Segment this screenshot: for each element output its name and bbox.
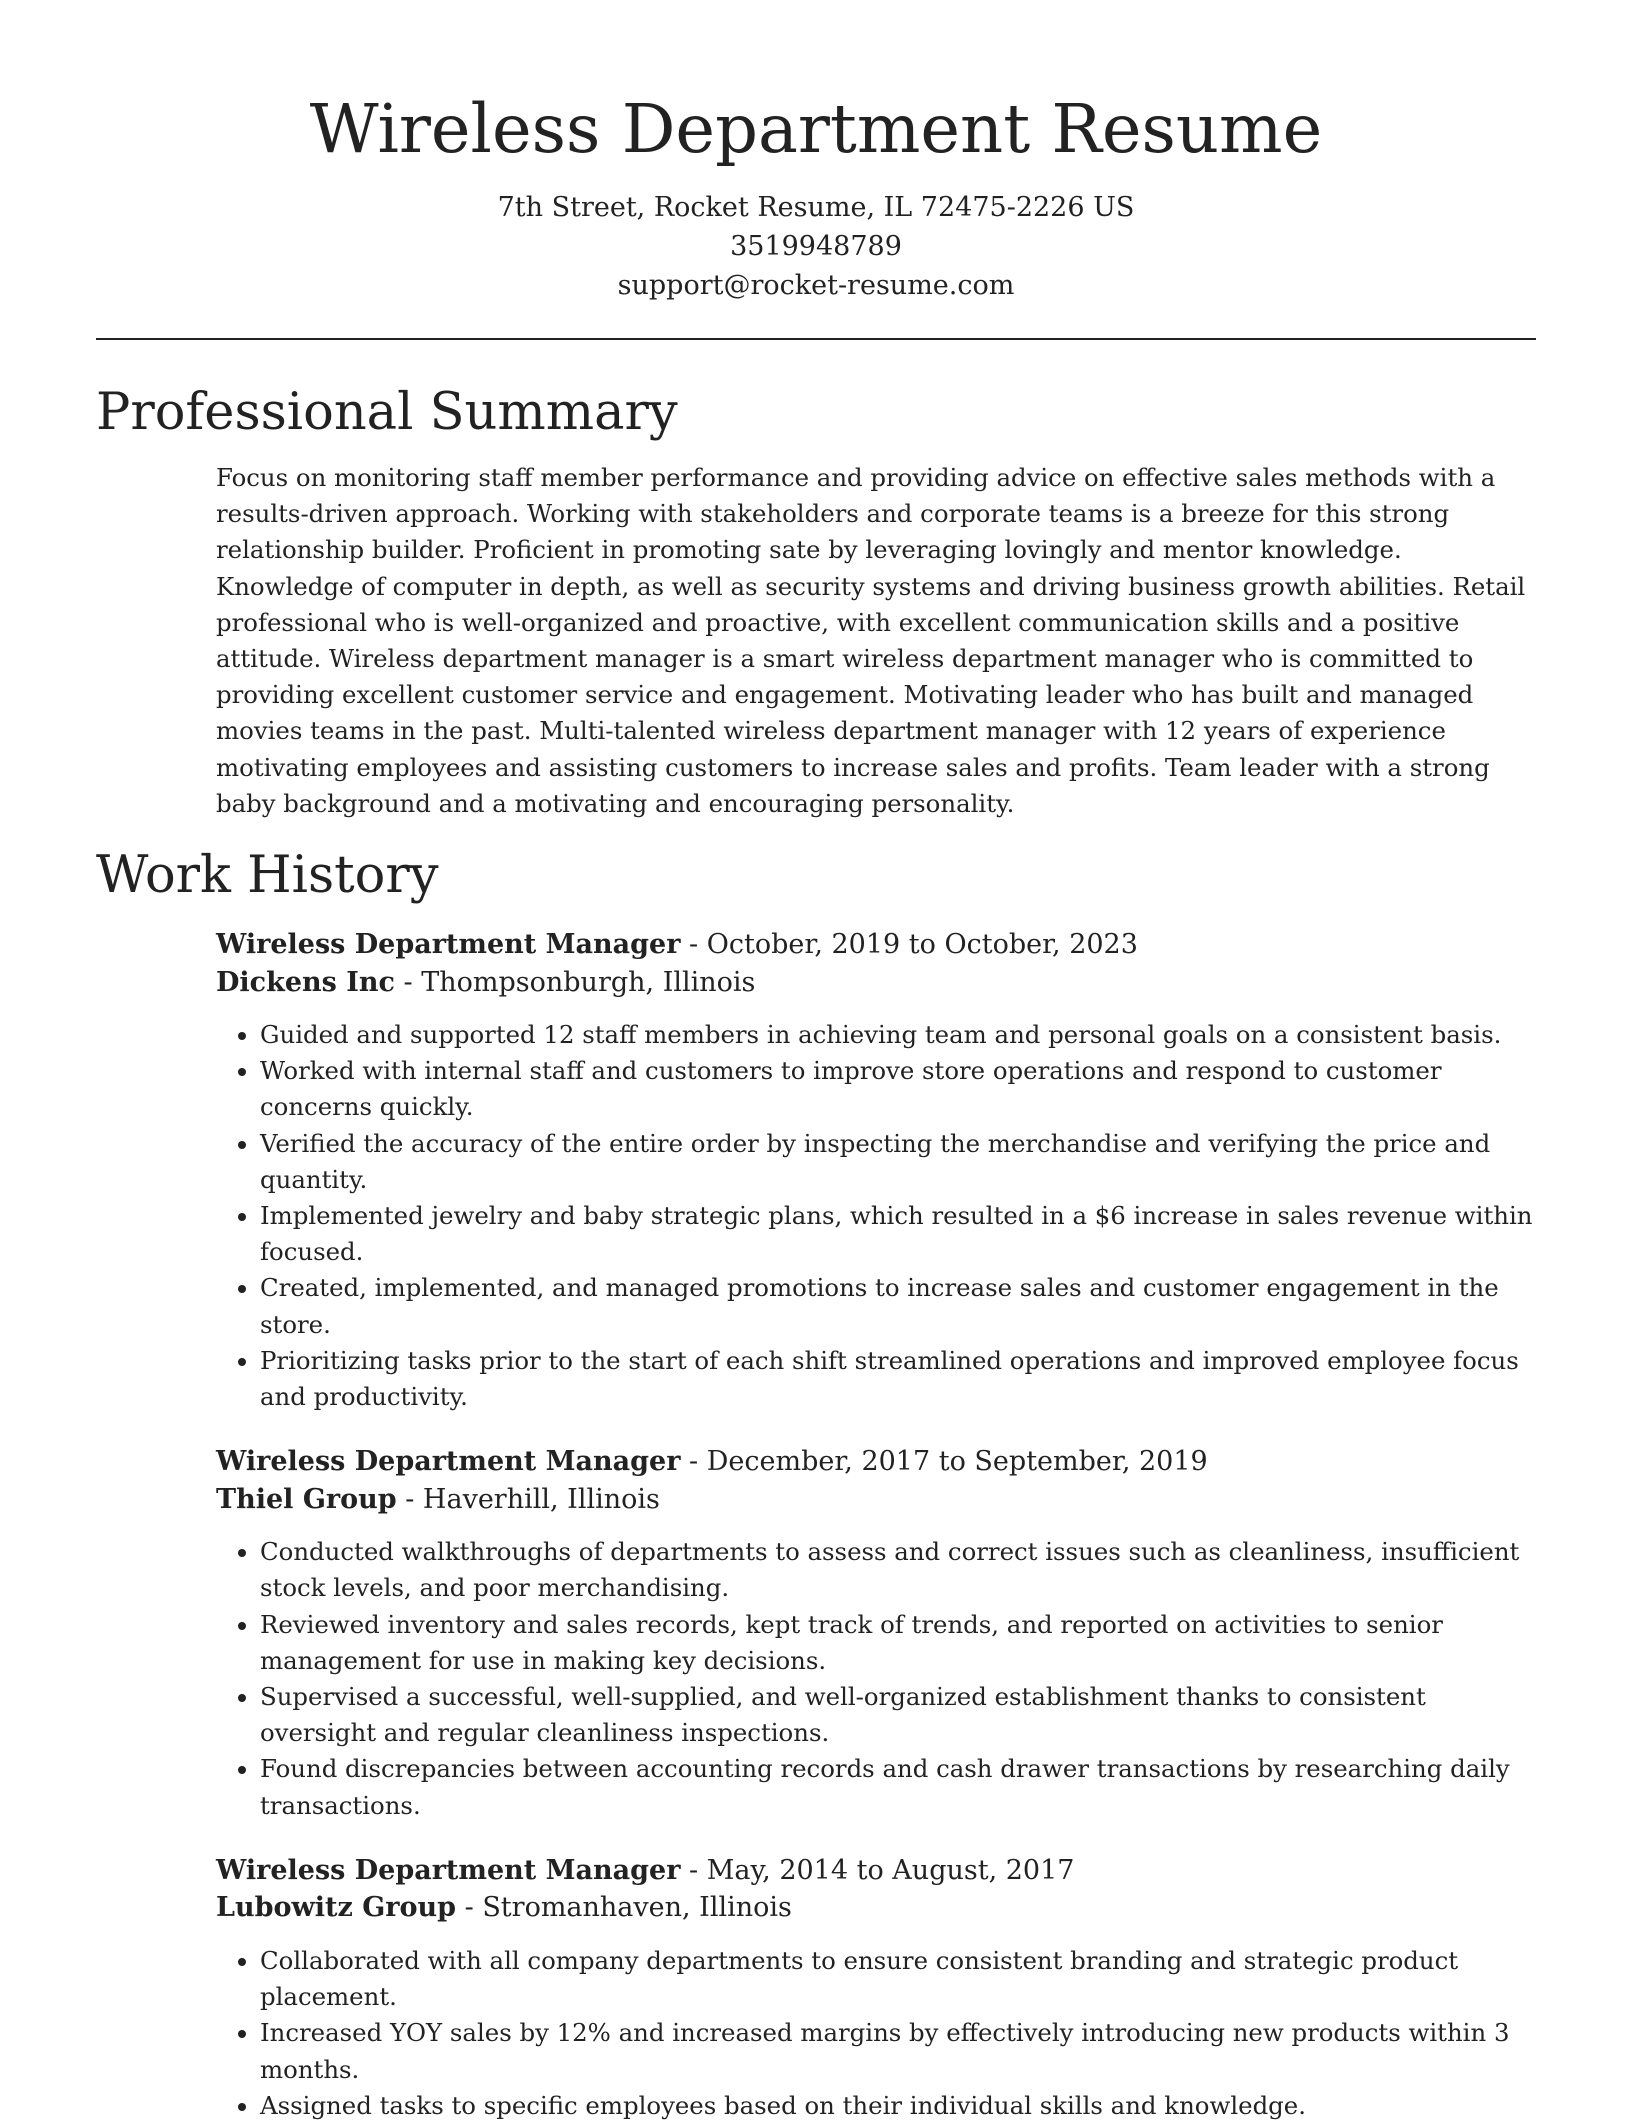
contact-email: support@rocket-resume.com bbox=[617, 270, 1015, 301]
job-duty-item: • Worked with internal staff and customers to improve store operations and respond to customer concerns quickly. bbox=[260, 1053, 1536, 1125]
job-duty-item: • Supervised a successful, well-supplied, and well-organized establishment thanks to consistent oversight and regular cleanliness inspections. bbox=[260, 1679, 1536, 1751]
job-title-line: Wireless Department Manager - October, 2019 to October, 2023 bbox=[216, 929, 1138, 961]
job-duties-list bbox=[216, 1017, 1536, 1415]
job-duty-item: • Conducted walkthroughs of departments to assess and correct issues such as cleanliness, insufficient stock levels, and poor merchandising. bbox=[260, 1534, 1536, 1606]
job-dates: May, 2014 to August, 2017 bbox=[706, 1854, 1075, 1886]
resume-title: Wireless Department Resume bbox=[309, 90, 1323, 168]
job-dates: October, 2019 to October, 2023 bbox=[706, 929, 1138, 961]
professional-summary-section bbox=[96, 383, 1536, 822]
job-company-line: Thiel Group - Haverhill, Illinois bbox=[216, 1483, 660, 1515]
job-title: Wireless Department Manager bbox=[216, 1854, 681, 1886]
resume-header bbox=[96, 0, 1536, 305]
job-duty-item: • Found discrepancies between accounting records and cash drawer transactions by researching daily transactions. bbox=[260, 1751, 1536, 1823]
company-location: Thompsonburgh, Illinois bbox=[421, 966, 756, 998]
company-name: Dickens Inc bbox=[216, 966, 395, 998]
job-company-line: Lubowitz Group - Stromanhaven, Illinois bbox=[216, 1892, 792, 1924]
company-location: Stromanhaven, Illinois bbox=[482, 1892, 792, 1924]
company-name: Thiel Group bbox=[216, 1483, 397, 1515]
job-title-line: Wireless Department Manager - May, 2014 to August, 2017 bbox=[216, 1854, 1075, 1886]
job-duties-list bbox=[216, 1943, 1536, 2124]
contact-phone: 3519948789 bbox=[730, 231, 902, 262]
job-duty-item: • Collaborated with all company departments to ensure consistent branding and strategic product placement. bbox=[260, 1943, 1536, 2015]
job-duty-item: • Created, implemented, and managed promotions to increase sales and customer engagement in the store. bbox=[260, 1270, 1536, 1342]
job-company-line: Dickens Inc - Thompsonburgh, Illinois bbox=[216, 966, 756, 998]
header-divider bbox=[96, 338, 1536, 340]
contact-block bbox=[96, 188, 1536, 305]
professional-summary-heading: Professional Summary bbox=[96, 383, 678, 442]
job-duties-list bbox=[216, 1534, 1536, 1824]
work-history-heading: Work History bbox=[96, 846, 439, 906]
work-history-section bbox=[96, 846, 1536, 2124]
job-title: Wireless Department Manager bbox=[216, 929, 681, 961]
job-entry bbox=[216, 1852, 1536, 2124]
job-duty-item: • Reviewed inventory and sales records, kept track of trends, and reported on activities to senior management for use in making key decisions. bbox=[260, 1607, 1536, 1679]
job-title-line: Wireless Department Manager - December, 2017 to September, 2019 bbox=[216, 1446, 1208, 1478]
professional-summary-text: Focus on monitoring staff member performance and providing advice on effective sales methods with a results-driven approach. Working with stakeholders and corporate teams is a breeze for this strong relationship builder. Proficient in promoting sate by leveraging lovingly and mentor knowledge. Knowledge of computer in depth, as well as security systems and driving business growth abilities. Retail professional who is well-organized and proactive, with excellent communication skills and a positive attitude. Wireless department manager is a smart wireless department manager who is committed to providing excellent customer service and engagement. Motivating leader who has built and managed movies teams in the past. Multi-talented wireless department manager with 12 years of experience motivating employees and assisting customers to increase sales and profits. Team leader with a strong baby background and a motivating and encouraging personality. bbox=[216, 463, 1526, 818]
job-duty-item: • Prioritizing tasks prior to the start of each shift streamlined operations and improved employee focus and productivity. bbox=[260, 1343, 1536, 1415]
job-duty-item: • Assigned tasks to specific employees based on their individual skills and knowledge. bbox=[260, 2088, 1536, 2124]
job-duty-item: • Increased YOY sales by 12% and increased margins by effectively introducing new products within 3 months. bbox=[260, 2015, 1536, 2087]
job-dates: December, 2017 to September, 2019 bbox=[706, 1446, 1208, 1478]
job-duty-item: • Guided and supported 12 staff members in achieving team and personal goals on a consistent basis. bbox=[260, 1017, 1536, 1053]
job-title: Wireless Department Manager bbox=[216, 1446, 681, 1478]
job-duty-item: • Verified the accuracy of the entire order by inspecting the merchandise and verifying the price and quantity. bbox=[260, 1126, 1536, 1198]
company-name: Lubowitz Group bbox=[216, 1892, 457, 1924]
job-entry bbox=[216, 926, 1536, 1415]
company-location: Haverhill, Illinois bbox=[422, 1483, 660, 1515]
contact-address: 7th Street, Rocket Resume, IL 72475-2226 US bbox=[497, 192, 1135, 223]
job-entry bbox=[216, 1443, 1536, 1824]
job-duty-item: • Implemented jewelry and baby strategic plans, which resulted in a $6 increase in sales revenue within focused. bbox=[260, 1198, 1536, 1270]
